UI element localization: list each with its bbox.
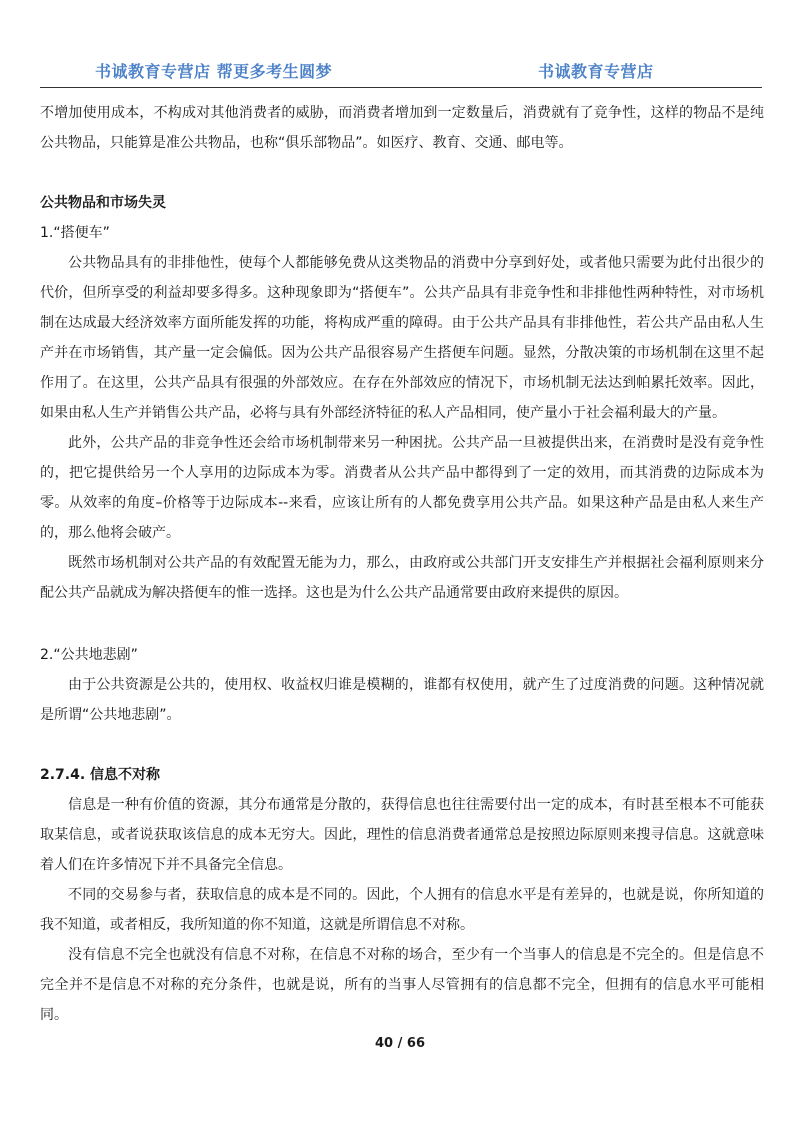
total-pages: 66 bbox=[406, 1036, 425, 1051]
page-header bbox=[40, 55, 762, 85]
header-divider bbox=[40, 87, 762, 88]
paragraph-free-rider: 公共物品具有的非排他性，使每个人都能够免费从这类物品的消费中分享到好处，或者他只需要为此付出很少的代价，但所享受的利益却要多得多。这种现象即为“搭便车”。公共产品具有非竞争性和非排他性两种特性，对市场机制在达成最大经济效率方面所能发挥的功能，将构成严重的障碍。由于公共产品具有非排他性，若公共产品由私人生产并在市场销售，其产量一定会偏低。因为公共产品很容易产生搭便车问题。显然，分散决策的市场机制在这里不起作用了。在这里，公共产品具有很强的外部效应。在存在外部效应的情况下，市场机制无法达到帕累托效率。因此，如果由私人生产并销售公共产品，必将与具有外部经济特征的私人产品相同，使产量小于社会福利最大的产量。 bbox=[40, 255, 764, 421]
paragraph-intro: 不增加使用成本，不构成对其他消费者的威胁，而消费者增加到一定数量后，消费就有了竞争性，这样的物品不是纯公共物品，只能算是准公共物品，也称“俱乐部物品”。如医疗、教育、交通、邮电等。 bbox=[40, 105, 764, 151]
document-body bbox=[40, 98, 764, 1030]
subheading-tragedy-of-commons: 2.“公共地悲剧” bbox=[40, 647, 138, 663]
paragraph-tragedy-of-commons: 由于公共资源是公共的，使用权、收益权归谁是模糊的，谁都有权使用，就产生了过度消费的问题。这种情况就是所谓“公共地悲剧”。 bbox=[40, 677, 764, 723]
current-page: 40 bbox=[375, 1036, 394, 1051]
paragraph-info-cost: 不同的交易参与者，获取信息的成本是不同的。因此，个人拥有的信息水平是有差异的，也就是说，你所知道的我不知道，或者相反，我所知道的你不知道，这就是所谓信息不对称。 bbox=[40, 887, 764, 933]
paragraph-info-incomplete: 没有信息不完全也就没有信息不对称，在信息不对称的场合，至少有一个当事人的信息是不完全的。但是信息不完全并不是信息不对称的充分条件，也就是说，所有的当事人尽管拥有的信息都不完全，但拥有的信息水平可能相同。 bbox=[40, 947, 764, 1023]
section-heading-market-failure: 公共物品和市场失灵 bbox=[40, 195, 166, 211]
subheading-free-rider: 1.“搭便车” bbox=[40, 225, 110, 241]
paragraph-government-provision: 既然市场机制对公共产品的有效配置无能为力，那么，由政府或公共部门开支安排生产并根据社会福利原则来分配公共产品就成为解决搭便车的惟一选择。这也是为什么公共产品通常要由政府来提供的原因。 bbox=[40, 555, 764, 601]
section-heading-info-asymmetry: 2.7.4. 信息不对称 bbox=[40, 767, 161, 783]
paragraph-info-value: 信息是一种有价值的资源，其分布通常是分散的，获得信息也往往需要付出一定的成本，有时甚至根本不可能获取某信息，或者说获取该信息的成本无穷大。因此，理性的信息消费者通常总是按照边际原则来搜寻信息。这就意味着人们在许多情况下并不具备完全信息。 bbox=[40, 797, 764, 873]
header-store-name: 书诚教育专营店 bbox=[538, 62, 654, 81]
header-store-slogan: 书诚教育专营店 帮更多考生圆梦 bbox=[95, 62, 333, 81]
paragraph-non-rival: 此外，公共产品的非竞争性还会给市场机制带来另一种困扰。公共产品一旦被提供出来，在消费时是没有竞争性的，把它提供给另一个人享用的边际成本为零。消费者从公共产品中都得到了一定的效用，而其消费的边际成本为零。从效率的角度–价格等于边际成本--来看，应该让所有的人都免费享用公共产品。如果这种产品是由私人来生产的，那么他将会破产。 bbox=[40, 435, 764, 541]
page-number: 40 / 66 bbox=[375, 1036, 425, 1051]
